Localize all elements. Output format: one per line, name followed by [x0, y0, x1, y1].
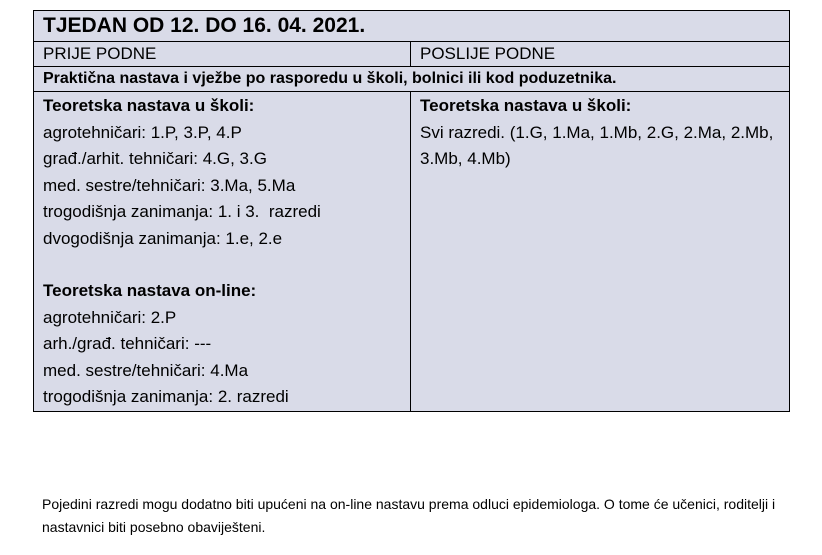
schedule-table [33, 10, 790, 412]
morning-online-line: med. sestre/tehničari: 4.Ma [43, 360, 249, 380]
practical-training-note: Praktična nastava i vježbe po rasporedu u školi, bolnici ili kod poduzetnika. [34, 67, 790, 92]
morning-online-heading: Teoretska nastava on-line: [43, 281, 257, 300]
morning-online-line: arh./građ. tehničari: --- [43, 334, 212, 353]
morning-school-heading: Teoretska nastava u školi: [43, 96, 255, 115]
morning-school-line: med. sestre/tehničari: 3.Ma, 5.Ma [43, 175, 296, 195]
afternoon-school-classes: Svi razredi. (1.G, 1.Ma, 1.Mb, 2.G, 2.Ma, 2.Mb, 3.Mb, 4.Mb) [420, 122, 774, 168]
afternoon-school-heading: Teoretska nastava u školi: [420, 96, 632, 115]
morning-school-line: građ./arhit. tehničari: 4.G, 3.G [43, 149, 267, 168]
morning-school-line: dvogodišnja zanimanja: 1.e, 2.e [43, 228, 283, 248]
column-header-afternoon: POSLIJE PODNE [411, 42, 790, 67]
morning-school-line: agrotehničari: 1.P, 3.P, 4.P [43, 122, 242, 142]
footnote: Pojedini razredi mogu dodatno biti upućeni na on-line nastavu prema odluci epidemiologa. O tome će učenici, roditelji i nastavnici biti posebno obaviješteni. [42, 496, 776, 535]
section-spacer [43, 252, 410, 278]
column-header-morning: PRIJE PODNE [34, 42, 411, 67]
morning-online-line: agrotehničari: 2.P [43, 307, 177, 327]
afternoon-schedule-cell [411, 92, 790, 412]
schedule-title: TJEDAN OD 12. DO 16. 04. 2021. [34, 11, 790, 42]
morning-online-line: trogodišnja zanimanja: 2. razredi [43, 387, 289, 406]
morning-schedule-cell [34, 92, 411, 412]
morning-school-line: trogodišnja zanimanja: 1. i 3. razredi [43, 202, 321, 221]
